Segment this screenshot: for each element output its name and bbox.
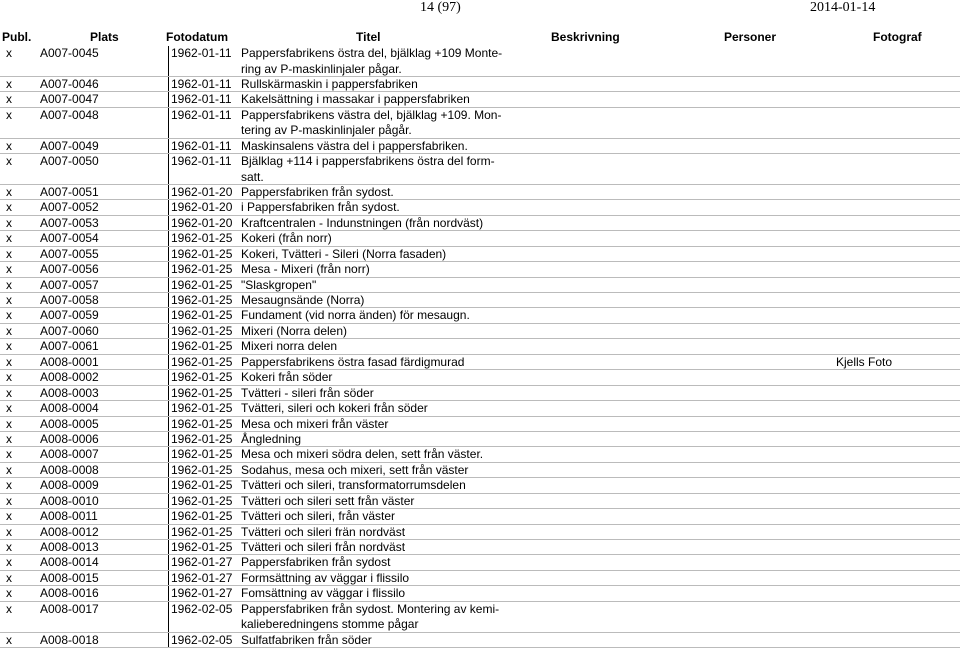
table-row (0, 494, 960, 509)
fotodatum-cell: 1962-01-25 (171, 339, 233, 354)
plats-cell: A008-0001 (40, 354, 99, 369)
page-number: 14 (97) (420, 0, 461, 15)
publ-cell: x (6, 323, 12, 338)
publ-cell: x (6, 293, 12, 308)
titel-cell: Tvätteri och sileri från nordväst (241, 540, 406, 555)
table-row (0, 509, 960, 524)
fotodatum-cell: 1962-01-20 (171, 215, 233, 230)
fotodatum-cell: 1962-01-25 (171, 231, 233, 246)
fotodatum-cell: 1962-01-25 (171, 246, 233, 261)
publ-cell: x (6, 92, 12, 107)
column-titel: Titel (356, 30, 381, 44)
fotodatum-cell: 1962-01-25 (171, 462, 233, 477)
table-row (0, 478, 960, 493)
column-publ: Publ. (2, 30, 32, 44)
plats-cell: A008-0004 (40, 401, 99, 416)
titel-cell: Rullskärmaskin i pappersfabriken (241, 76, 418, 91)
plats-cell: A008-0015 (40, 570, 99, 585)
plats-cell: A007-0054 (40, 231, 99, 246)
fotodatum-cell: 1962-01-27 (171, 586, 233, 601)
table-row (0, 602, 960, 633)
titel-cell: Ångledning (241, 431, 302, 446)
fotodatum-cell: 1962-01-11 (171, 92, 232, 107)
table-row (0, 262, 960, 277)
titel-cell: Tvätteri - sileri från söder (241, 385, 374, 400)
column-header-row (0, 30, 960, 46)
plats-cell: A008-0017 (40, 601, 99, 616)
publ-cell: x (6, 339, 12, 354)
plats-cell: A007-0049 (40, 138, 99, 153)
table-row (0, 339, 960, 354)
publ-cell: x (6, 493, 12, 508)
publ-cell: x (6, 107, 12, 122)
publ-cell: x (6, 354, 12, 369)
titel-cell: Maskinsalens västra del i pappersfabriken. (241, 138, 468, 153)
titel-cell: Tvätteri och sileri, transformatorrumsdelen (241, 478, 466, 493)
plats-cell: A008-0006 (40, 431, 99, 446)
table-row (0, 139, 960, 154)
titel-cell: i Pappersfabriken från sydost. (241, 200, 400, 215)
titel-cell: "Slaskgropen" (241, 277, 317, 292)
plats-cell: A007-0055 (40, 246, 99, 261)
publ-cell: x (6, 524, 12, 539)
publ-cell: x (6, 478, 12, 493)
titel-cell: Mesa och mixeri från väster (241, 416, 389, 431)
table-row (0, 417, 960, 432)
column-personer: Personer (724, 30, 777, 44)
titel-cell: Mixeri norra delen (241, 339, 338, 354)
publ-cell: x (6, 555, 12, 570)
column-fotodatum: Fotodatum (166, 30, 228, 44)
fotodatum-cell: 1962-01-25 (171, 524, 233, 539)
column-fotograf: Fotograf (873, 30, 922, 44)
titel-cell: Kokeri, Tvätteri - Sileri (Norra fasaden) (241, 246, 447, 261)
publ-cell: x (6, 632, 12, 647)
table-row (0, 185, 960, 200)
page-date: 2014-01-14 (810, 0, 876, 15)
publ-cell: x (6, 370, 12, 385)
table-row (0, 200, 960, 215)
plats-cell: A008-0010 (40, 493, 99, 508)
fotodatum-cell: 1962-02-05 (171, 601, 233, 616)
fotodatum-cell: 1962-01-25 (171, 401, 233, 416)
publ-cell: x (6, 46, 12, 60)
publ-cell: x (6, 200, 12, 215)
titel-cell: Pappersfabriken från sydost. (241, 184, 394, 199)
fotodatum-cell: 1962-01-25 (171, 293, 233, 308)
titel-cell: Tvätteri och sileri frän nordväst (241, 524, 406, 539)
table-row (0, 525, 960, 540)
plats-cell: A008-0005 (40, 416, 99, 431)
publ-cell: x (6, 76, 12, 91)
plats-cell: A007-0057 (40, 277, 99, 292)
publ-cell: x (6, 215, 12, 230)
table-row (0, 92, 960, 107)
publ-cell: x (6, 586, 12, 601)
fotodatum-cell: 1962-01-20 (171, 200, 233, 215)
plats-cell: A007-0061 (40, 339, 99, 354)
fotodatum-cell: 1962-01-25 (171, 447, 233, 462)
table-row (0, 447, 960, 462)
page-header (0, 0, 960, 18)
table-row (0, 355, 960, 370)
plats-cell: A008-0018 (40, 632, 99, 647)
titel-cell: Mixeri (Norra delen) (241, 323, 348, 338)
titel-cell: Tvätteri och sileri, från väster (241, 509, 396, 524)
plats-cell: A008-0012 (40, 524, 99, 539)
titel-cell: Kokeri från söder (241, 370, 333, 385)
table-row (0, 401, 960, 416)
plats-cell: A008-0009 (40, 478, 99, 493)
plats-cell: A008-0007 (40, 447, 99, 462)
plats-cell: A007-0046 (40, 76, 99, 91)
titel-cell: Bjälklag +114 i pappersfabrikens östra del form-satt. (241, 154, 495, 184)
publ-cell: x (6, 447, 12, 462)
titel-cell: Mesaugnsände (Norra) (241, 293, 365, 308)
plats-cell: A007-0052 (40, 200, 99, 215)
titel-cell: Pappersfabriken från sydost. Montering av kemi-kalieberedningens stomme pågar (241, 601, 500, 632)
plats-cell: A008-0002 (40, 370, 99, 385)
publ-cell: x (6, 262, 12, 277)
titel-cell: Pappersfabrikens västra del, bjälklag +109. Mon-tering av P-maskinlinjaler pågår. (241, 107, 502, 138)
table-row (0, 432, 960, 447)
table-row (0, 77, 960, 92)
table-row (0, 324, 960, 339)
publ-cell: x (6, 540, 12, 555)
publ-cell: x (6, 570, 12, 585)
column-plats: Plats (90, 30, 119, 44)
fotodatum-cell: 1962-01-25 (171, 431, 233, 446)
publ-cell: x (6, 431, 12, 446)
titel-cell: Pappersfabriken från sydost (241, 555, 391, 570)
plats-cell: A007-0059 (40, 308, 99, 323)
titel-cell: Mesa - Mixeri (från norr) (241, 262, 370, 277)
fotodatum-cell: 1962-01-25 (171, 416, 233, 431)
plats-cell: A007-0053 (40, 215, 99, 230)
publ-cell: x (6, 416, 12, 431)
plats-cell: A007-0045 (40, 46, 99, 60)
plats-cell: A008-0016 (40, 586, 99, 601)
titel-cell: Kraftcentralen - Indunstningen (från nordväst) (241, 215, 484, 230)
publ-cell: x (6, 308, 12, 323)
table-row (0, 216, 960, 231)
fotodatum-cell: 1962-01-25 (171, 493, 233, 508)
fotodatum-cell: 1962-01-11 (171, 46, 232, 60)
titel-cell: Tvätteri, sileri och kokeri från söder (241, 401, 428, 416)
fotodatum-cell: 1962-01-11 (171, 107, 232, 122)
titel-cell: Kokeri (från norr) (241, 231, 332, 246)
titel-cell: Pappersfabrikens östra fasad färdigmurad (241, 354, 465, 369)
fotodatum-cell: 1962-01-20 (171, 184, 233, 199)
table-row (0, 154, 960, 185)
publ-cell: x (6, 385, 12, 400)
titel-cell: Sodahus, mesa och mixeri, sett från väster (241, 462, 469, 477)
fotodatum-cell: 1962-01-27 (171, 555, 233, 570)
plats-cell: A008-0014 (40, 555, 99, 570)
table-row (0, 386, 960, 401)
plats-cell: A007-0058 (40, 293, 99, 308)
titel-cell: Mesa och mixeri södra delen, sett från väster. (241, 447, 484, 462)
fotodatum-cell: 1962-02-05 (171, 632, 233, 647)
plats-cell: A008-0013 (40, 540, 99, 555)
fotodatum-cell: 1962-01-27 (171, 570, 233, 585)
table-row (0, 555, 960, 570)
table-row (0, 571, 960, 586)
publ-cell: x (6, 462, 12, 477)
fotodatum-cell: 1962-01-25 (171, 308, 233, 323)
fotodatum-cell: 1962-01-25 (171, 385, 233, 400)
fotodatum-cell: 1962-01-25 (171, 323, 233, 338)
publ-cell: x (6, 509, 12, 524)
plats-cell: A008-0003 (40, 385, 99, 400)
publ-cell: x (6, 246, 12, 261)
fotodatum-cell: 1962-01-25 (171, 509, 233, 524)
publ-cell: x (6, 231, 12, 246)
plats-cell: A007-0056 (40, 262, 99, 277)
fotodatum-cell: 1962-01-25 (171, 262, 233, 277)
table-row (0, 540, 960, 555)
table-row (0, 370, 960, 385)
table-row (0, 278, 960, 293)
plats-cell: A008-0011 (40, 509, 98, 524)
publ-cell: x (6, 154, 12, 169)
table-row (0, 308, 960, 323)
plats-cell: A007-0048 (40, 107, 99, 122)
publ-cell: x (6, 601, 12, 616)
table-row (0, 293, 960, 308)
fotograf-cell: Kjells Foto (836, 354, 893, 369)
table-row (0, 108, 960, 139)
fotodatum-cell: 1962-01-25 (171, 277, 233, 292)
fotodatum-cell: 1962-01-25 (171, 478, 233, 493)
titel-cell: Kakelsättning i massakar i pappersfabriken (241, 92, 470, 107)
table-row (0, 633, 960, 648)
table-body (0, 46, 960, 648)
plats-cell: A007-0047 (40, 92, 99, 107)
fotodatum-cell: 1962-01-11 (171, 138, 232, 153)
titel-cell: Fomsättning av väggar i flissilo (241, 586, 406, 601)
table-row (0, 463, 960, 478)
titel-cell: Sulfatfabriken från söder (241, 632, 372, 647)
fotodatum-cell: 1962-01-25 (171, 370, 233, 385)
fotodatum-cell: 1962-01-25 (171, 540, 233, 555)
fotodatum-cell: 1962-01-25 (171, 354, 233, 369)
plats-cell: A008-0008 (40, 462, 99, 477)
fotodatum-cell: 1962-01-11 (171, 76, 232, 91)
table-row (0, 231, 960, 246)
table-row (0, 46, 960, 77)
table-row (0, 247, 960, 262)
publ-cell: x (6, 401, 12, 416)
titel-cell: Fundament (vid norra änden) för mesaugn. (241, 308, 470, 323)
plats-cell: A007-0051 (40, 184, 99, 199)
publ-cell: x (6, 277, 12, 292)
titel-cell: Formsättning av väggar i flissilo (241, 570, 410, 585)
plats-cell: A007-0060 (40, 323, 99, 338)
plats-cell: A007-0050 (40, 154, 99, 169)
fotodatum-cell: 1962-01-11 (171, 154, 232, 169)
publ-cell: x (6, 138, 12, 153)
publ-cell: x (6, 184, 12, 199)
column-beskrivning: Beskrivning (551, 30, 620, 44)
titel-cell: Pappersfabrikens östra del, bjälklag +109 Monte-ring av P-maskinlinjaler pågar. (241, 46, 503, 76)
table-row (0, 586, 960, 601)
titel-cell: Tvätteri och sileri sett från väster (241, 493, 415, 508)
